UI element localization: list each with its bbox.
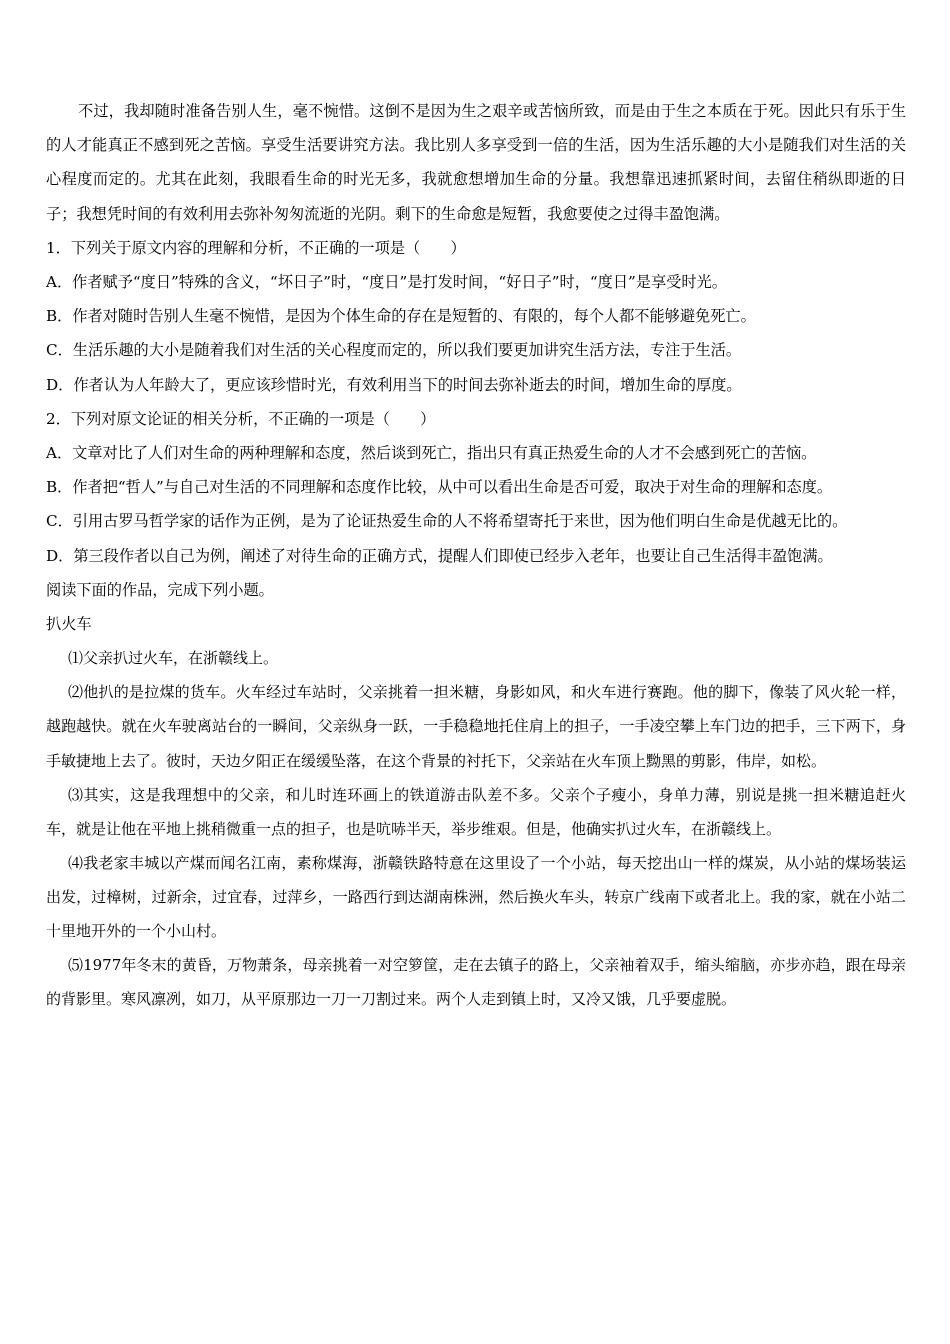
article-paragraph: ⑸1977年冬末的黄昏，万物萧条，母亲挑着一对空箩筐，走在去镇子的路上，父亲袖着双手，缩头缩脑，亦步亦趋，跟在母亲的背影里。寒风凛冽，如刀，从平原那边一刀一刀割过来。两个人走到镇上时，又冷又饿，几乎要虚脱。 [46,956,906,1009]
question-1-stem: 1．下列关于原文内容的理解和分析，不正确的一项是（ ） [46,238,466,257]
question-2 [46,402,906,573]
article-paragraph: ⑴父亲扒过火车，在浙赣线上。 [68,649,279,668]
article-paragraph: ⑶其实，这是我理想中的父亲，和儿时连环画上的铁道游击队差不多。父亲个子瘦小，身单力薄，别说是挑一担米糖追赶火车，就是让他在平地上挑稍微重一点的担子，也是吭哧半天，举步维艰。但是，他确实扒过火车，在浙赣线上。 [46,785,906,838]
reading-instruction: 阅读下面的作品，完成下列小题。 [46,580,274,599]
question-2-option-c: C．引用古罗马哲学家的话作为正例，是为了论证热爱生命的人不将希望寄托于来世，因为他们明白生命是优越无比的。 [46,512,848,531]
article [46,607,906,1016]
question-2-option-a: A．文章对比了人们对生命的两种理解和态度，然后谈到死亡，指出只有真正热爱生命的人才不会感到死亡的苦恼。 [46,444,817,463]
article-paragraph: ⑵他扒的是拉煤的货车。火车经过车站时，父亲挑着一担米糖，身影如风，和火车进行赛跑。他的脚下，像装了风火轮一样，越跑越快。就在火车驶离站台的一瞬间，父亲纵身一跃，一手稳稳地托住肩上的担子，一手凌空攀上车门边的把手，三下两下，身手敏捷地上去了。彼时，天边夕阳正在缓缓坠落，在这个背景的衬托下，父亲站在火车顶上黝黑的剪影，伟岸，如松。 [46,683,906,770]
question-1 [46,231,906,402]
question-2-option-d: D．第三段作者以自己为例，阐述了对待生命的正确方式，提醒人们即使已经步入老年，也要让自己生活得丰盈饱满。 [46,546,833,565]
question-1-option-d: D．作者认为人年龄大了，更应该珍惜时光，有效利用当下的时间去弥补逝去的时间，增加生命的厚度。 [46,375,742,394]
question-2-stem: 2．下列对原文论证的相关分析，不正确的一项是（ ） [46,409,436,428]
article-title: 扒火车 [46,615,92,634]
question-1-option-a: A．作者赋予“度日”特殊的含义，“坏日子”时，“度日”是打发时间，“好日子”时，“度日”是享受时光。 [46,273,727,292]
question-1-option-b: B．作者对随时告别人生毫不惋惜，是因为个体生命的存在是短暂的、有限的，每个人都不能够避免死亡。 [46,307,756,326]
document-page [46,94,906,1016]
intro-paragraph: 不过，我却随时准备告别人生，毫不惋惜。这倒不是因为生之艰辛或苦恼所致，而是由于生之本质在于死。因此只有乐于生的人才能真正不感到死之苦恼。享受生活要讲究方法。我比别人多享受到一倍的生活，因为生活乐趣的大小是随我们对生活的关心程度而定的。尤其在此刻，我眼看生命的时光无多，我就愈想增加生命的分量。我想靠迅速抓紧时间，去留住稍纵即逝的日子；我想凭时间的有效利用去弥补匆匆流逝的光阴。剩下的生命愈是短暂，我愈要使之过得丰盈饱满。 [46,102,906,223]
question-1-option-c: C．生活乐趣的大小是随着我们对生活的关心程度而定的，所以我们要更加讲究生活方法，专注于生活。 [46,341,742,360]
article-paragraph: ⑷我老家丰城以产煤而闻名江南，素称煤海，浙赣铁路特意在这里设了一个小站，每天挖出山一样的煤炭，从小站的煤场装运出发，过樟树，过新余，过宜春，过萍乡，一路西行到达湖南株洲，然后换火车头，转京广线南下或者北上。我的家，就在小站二十里地开外的一个小山村。 [46,853,906,940]
question-2-option-b: B．作者把“哲人”与自己对生活的不同理解和态度作比较，从中可以看出生命是否可爱，取决于对生命的理解和态度。 [46,478,833,497]
